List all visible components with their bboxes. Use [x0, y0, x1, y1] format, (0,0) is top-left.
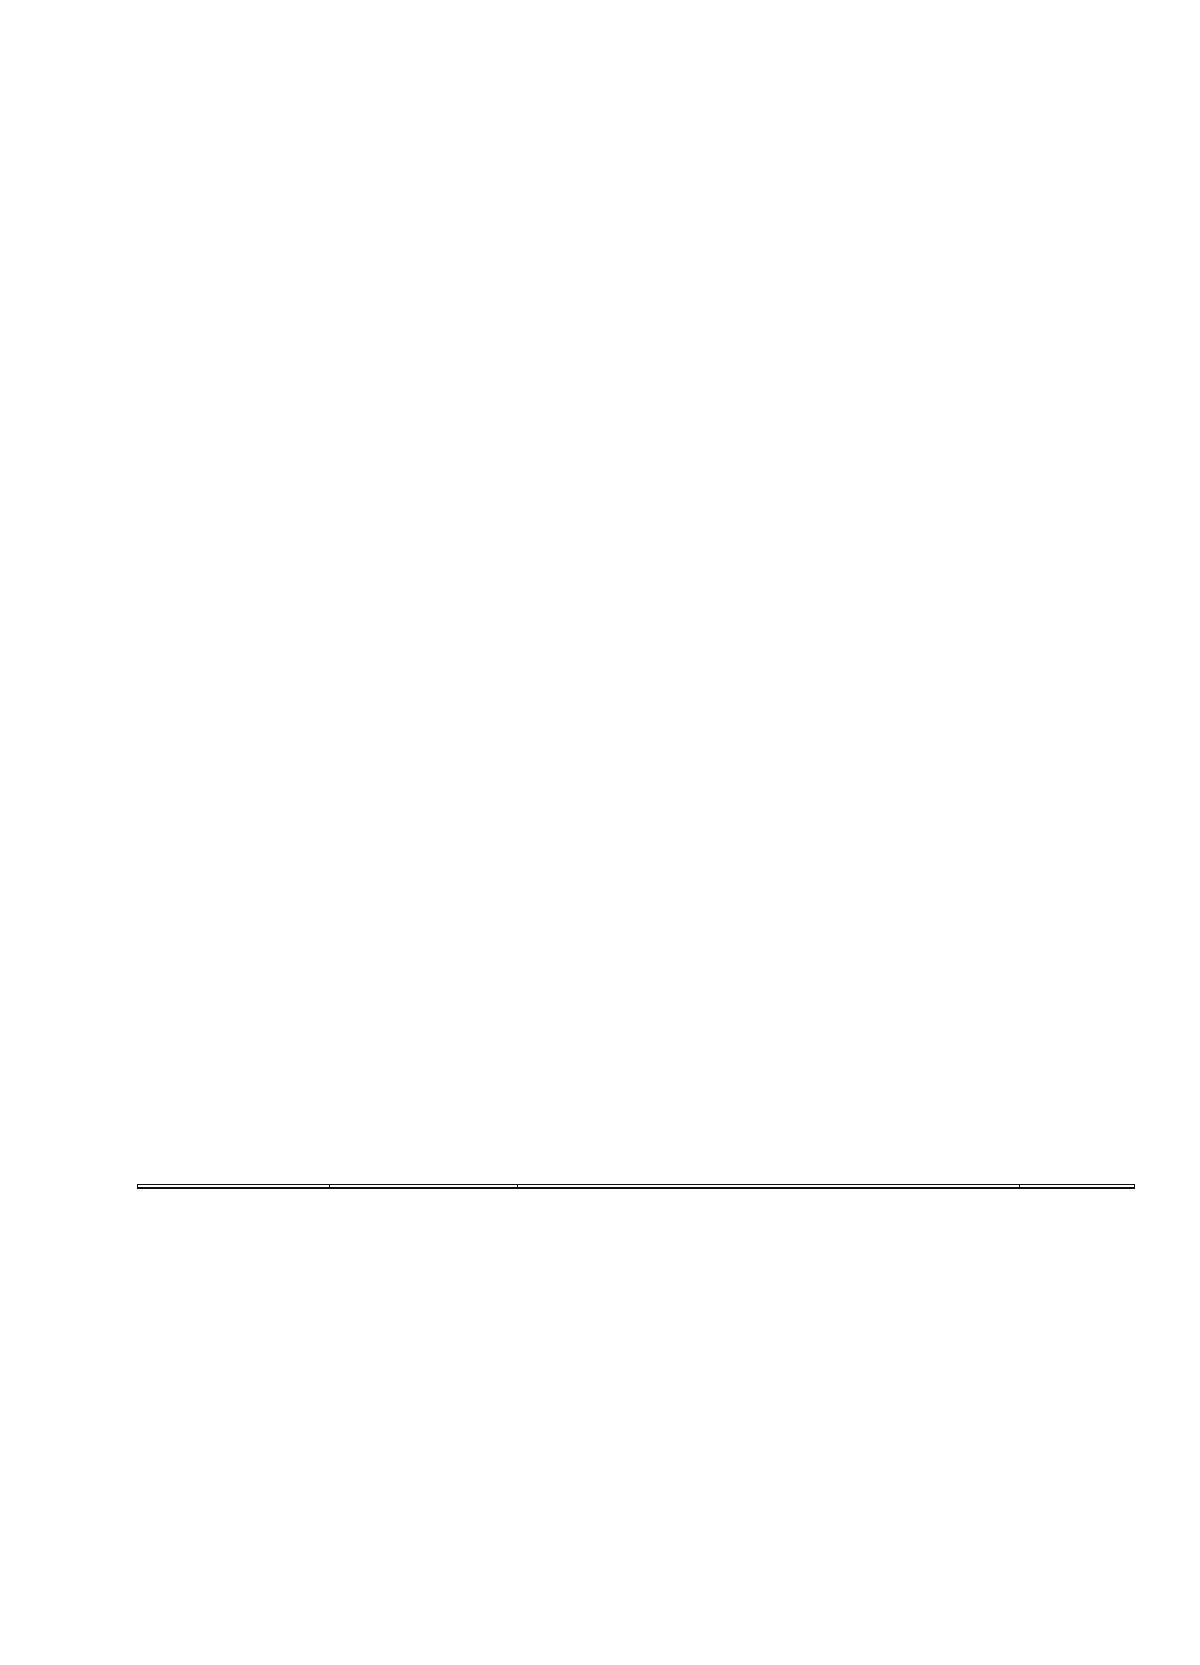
column-number: [138, 1188, 330, 1189]
usage-table: [137, 1184, 1135, 1189]
column-number: [1020, 1188, 1135, 1189]
column-number: [517, 1188, 1020, 1189]
column-number: [329, 1188, 517, 1189]
table-column-numbers: [138, 1188, 1135, 1189]
document-page: [152, 72, 1127, 92]
